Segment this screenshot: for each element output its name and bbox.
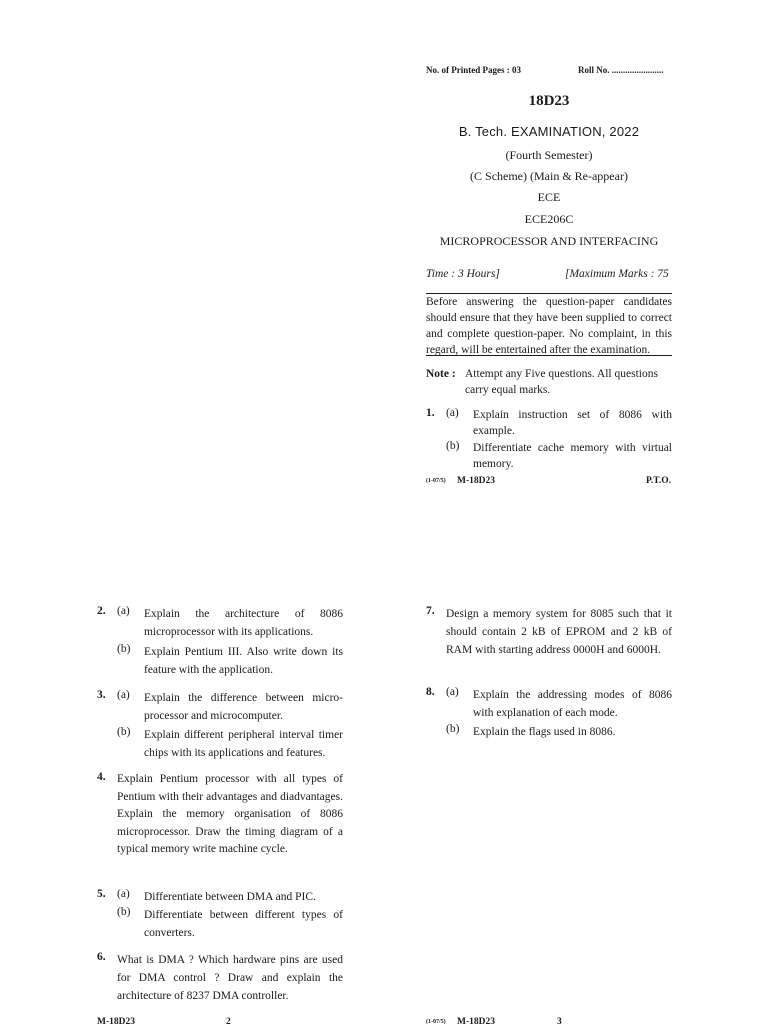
question-5-number: 5. <box>97 888 106 900</box>
page-3-footer-code: M-18D23 <box>457 1017 495 1027</box>
note-text-line2: carry equal marks. <box>465 384 551 396</box>
question-5b-text: Differentiate between different types of converters. <box>144 909 343 939</box>
page-3-footer-batch-code: (1-07/5) <box>426 1019 446 1025</box>
paper-code: 18D23 <box>528 93 570 109</box>
question-2-number: 2. <box>97 605 106 617</box>
question-4-number: 4. <box>97 771 106 783</box>
maximum-marks: [Maximum Marks : 75 <box>565 268 669 280</box>
page-2-footer-code: M-18D23 <box>97 1017 135 1027</box>
question-2b-label: (b) <box>117 643 131 655</box>
subject-title: MICROPROCESSOR AND INTERFACING <box>439 234 659 248</box>
question-1b-label: (b) <box>446 440 460 452</box>
question-5a-text: Differentiate between DMA and PIC. <box>144 891 316 903</box>
roll-no-field: Roll No. ....................... <box>578 65 664 75</box>
question-1a-label: (a) <box>446 407 459 419</box>
question-2a-label: (a) <box>117 605 130 617</box>
question-8b-text: Explain the flags used in 8086. <box>473 726 616 738</box>
time-allowed: Time : 3 Hours] <box>426 268 500 280</box>
question-4-text: Explain Pentium processor with all types of Pentium with their advantages and diadvantages. Explain the memory organisation of 8086 microprocessor. Draw the timing diagram of a typical memory write machine cycle. <box>117 773 343 856</box>
course-code: ECE206C <box>524 212 574 226</box>
question-3b-label: (b) <box>117 726 131 738</box>
printed-pages-count: No. of Printed Pages : 03 <box>426 65 521 75</box>
scheme: (C Scheme) (Main & Re-appear) <box>470 169 628 183</box>
question-3b-text: Explain different peripheral interval timer chips with its applications and features. <box>144 729 343 759</box>
page-3-number: 3 <box>557 1017 562 1027</box>
question-7-text: Design a memory system for 8085 such that it should contain 2 kB of EPROM and 2 kB of RAM with starting address 0000H and 6000H. <box>446 608 672 656</box>
note-text-line1: Attempt any Five questions. All questions <box>465 368 658 380</box>
question-2a-text: Explain the architecture of 8086 microprocessor with its applications. <box>144 608 343 638</box>
question-6-text: What is DMA ? Which hardware pins are used for DMA control ? Draw and explain the architecture of 8237 DMA controller. <box>117 954 343 1002</box>
instructions-bottom-rule <box>426 355 672 356</box>
question-2b-text: Explain Pentium III. Also write down its feature with the application. <box>144 646 343 676</box>
exam-title: B. Tech. EXAMINATION, 2022 <box>458 124 640 139</box>
question-5a-label: (a) <box>117 888 130 900</box>
pto-label: P.T.O. <box>646 476 672 486</box>
semester: (Fourth Semester) <box>505 148 593 162</box>
question-1b-text: Differentiate cache memory with virtual memory. <box>473 442 672 470</box>
page-2-number: 2 <box>226 1017 231 1027</box>
note-label: Note : <box>426 368 456 380</box>
footer-batch-code: (1-07/5) <box>426 478 446 484</box>
question-8b-label: (b) <box>446 723 460 735</box>
instructions-box: Before answering the question-paper candidates should ensure that they have been supplied to correct and complete question-paper. No complaint, in this regard, will be entertained after the examination. <box>426 296 672 356</box>
question-1a-text: Explain instruction set of 8086 with example. <box>473 409 672 437</box>
question-3a-text: Explain the difference between micro-processor and microcomputer. <box>144 692 343 722</box>
question-5b-label: (b) <box>117 906 131 918</box>
question-8a-label: (a) <box>446 686 459 698</box>
question-7-number: 7. <box>426 605 435 617</box>
question-6-number: 6. <box>97 951 106 963</box>
footer-paper-code: M-18D23 <box>457 476 495 486</box>
question-1-number: 1. <box>426 407 435 419</box>
question-8a-text: Explain the addressing modes of 8086 with explanation of each mode. <box>473 689 672 719</box>
question-3-number: 3. <box>97 689 106 701</box>
branch: ECE <box>537 190 561 204</box>
question-8-number: 8. <box>426 686 435 698</box>
question-3a-label: (a) <box>117 689 130 701</box>
